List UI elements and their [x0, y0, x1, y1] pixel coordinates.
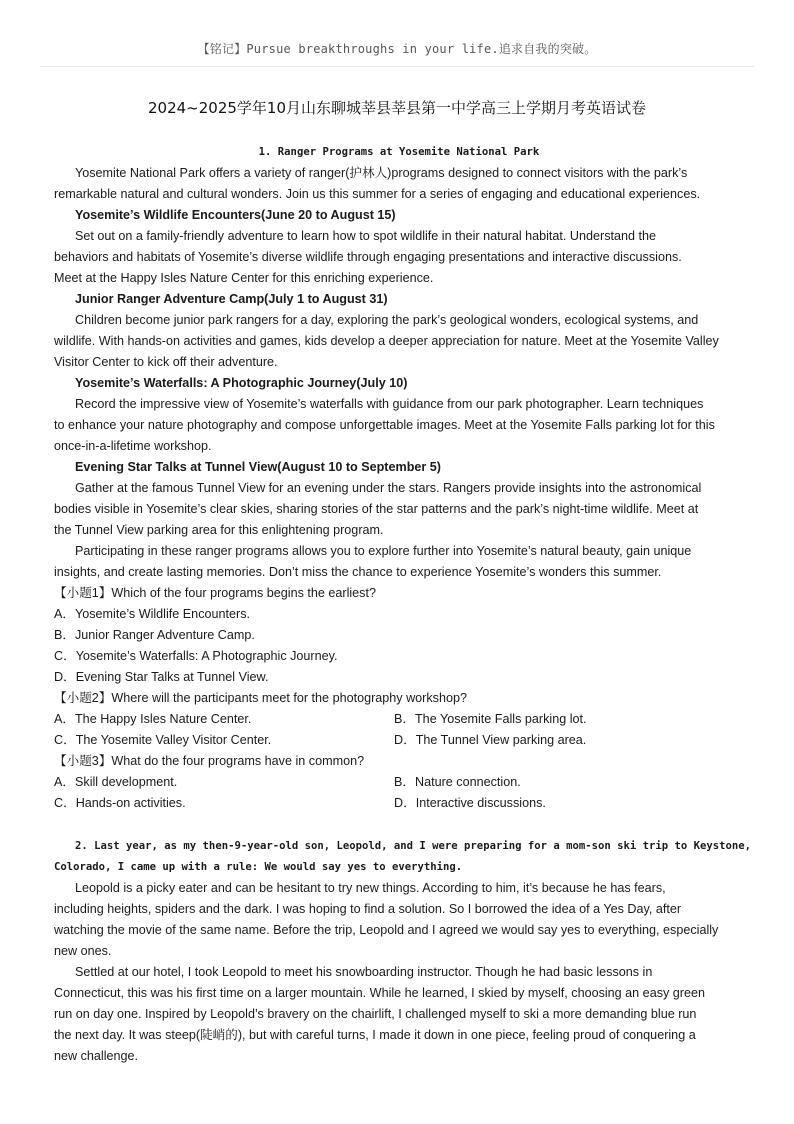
answer-option: A．The Happy Isles Nature Center.	[54, 712, 252, 726]
answer-option: A．Skill development.	[54, 775, 178, 789]
option-row	[54, 793, 744, 814]
question-stem: 【小题1】Which of the four programs begins the earliest?	[54, 586, 376, 600]
document-title: 2024~2025学年10月山东聊城莘县莘县第一中学高三上学期月考英语试卷	[147, 99, 646, 117]
program-title: Junior Ranger Adventure Camp(July 1 to August 31)	[75, 292, 388, 306]
program-line: Set out on a family-friendly adventure to learn how to spot wildlife in their natural habitat. Understand the	[75, 229, 657, 243]
program-line: bodies visible in Yosemite’s clear skies, sharing stories of the star patterns and the park’s night-time wildlife. Meet at	[54, 502, 699, 516]
answer-option: B．Junior Ranger Adventure Camp.	[54, 628, 255, 642]
intro-line: remarkable natural and cultural wonders. Join us this summer for a series of engaging and educational experiences.	[54, 187, 701, 201]
program-line: behaviors and habitats of Yosemite’s diverse wildlife through engaging presentations and interactive discussions.	[54, 250, 682, 264]
passage2-heading: Colorado, I came up with a rule: We would say yes to everything.	[54, 861, 463, 873]
question-stem: 【小题3】What do the four programs have in common?	[54, 754, 365, 768]
document-body	[54, 142, 752, 1067]
paragraph-line: watching the movie of the same name. Before the trip, Leopold and I agreed we would say yes to everything, especially	[54, 923, 719, 937]
program-line: Visitor Center to kick off their adventure.	[54, 355, 278, 369]
program-title: Evening Star Talks at Tunnel View(August 10 to September 5)	[75, 460, 441, 474]
program-line: wildlife. With hands-on activities and games, kids develop a deeper appreciation for nature. Meet at the Yosemite Valley	[54, 334, 719, 348]
paragraph-line: Leopold is a picky eater and can be hesitant to try new things. According to him, it’s because he has fears,	[75, 881, 666, 895]
question-stem: 【小题2】Where will the participants meet for the photography workshop?	[54, 691, 467, 705]
paragraph-line: Connecticut, this was his first time on a larger mountain. While he learned, I skied by myself, choosing an easy green	[54, 986, 705, 1000]
answer-option: B．Nature connection.	[394, 775, 521, 789]
program-line: Gather at the famous Tunnel View for an evening under the stars. Rangers provide insights into the astronomical	[75, 481, 702, 495]
answer-option: D．The Tunnel View parking area.	[394, 733, 587, 747]
answer-option: D．Interactive discussions.	[394, 796, 546, 810]
program-line: the Tunnel View parking area for this enlightening program.	[54, 523, 384, 537]
paragraph-line: including heights, spiders and the dark. I was hoping to find a solution. So I borrowed the idea of a Yes Day, after	[54, 902, 682, 916]
option-row	[54, 709, 744, 730]
option-row	[54, 730, 744, 751]
paragraph-line: the next day. It was steep(陡峭的), but with careful turns, I made it down in one piece, feeling proud of conquering a	[54, 1028, 696, 1042]
answer-option: A．Yosemite’s Wildlife Encounters.	[54, 607, 250, 621]
program-title: Yosemite’s Wildlife Encounters(June 20 to August 15)	[75, 208, 396, 222]
paragraph-line: new challenge.	[54, 1049, 139, 1063]
program-line: once-in-a-lifetime workshop.	[54, 439, 212, 453]
option-row	[54, 772, 744, 793]
paragraph-line: run on day one. Inspired by Leopold’s bravery on the chairlift, I challenged myself to ski a more demanding blue run	[54, 1007, 697, 1021]
program-line: Meet at the Happy Isles Nature Center for this enriching experience.	[54, 271, 434, 285]
closing-line: Participating in these ranger programs allows you to explore further into Yosemite’s natural beauty, gain unique	[75, 544, 692, 558]
program-title: Yosemite’s Waterfalls: A Photographic Journey(July 10)	[75, 376, 408, 390]
answer-option: C．The Yosemite Valley Visitor Center.	[54, 733, 272, 747]
spacer	[54, 814, 744, 836]
program-line: Record the impressive view of Yosemite’s waterfalls with guidance from our park photographer. Learn techniques	[75, 397, 704, 411]
answer-option: C．Hands-on activities.	[54, 796, 186, 810]
answer-option: D．Evening Star Talks at Tunnel View.	[54, 670, 269, 684]
answer-option: C．Yosemite’s Waterfalls: A Photographic Journey.	[54, 649, 338, 663]
passage1-heading: 1. Ranger Programs at Yosemite National Park	[258, 146, 540, 158]
intro-line: Yosemite National Park offers a variety of ranger(护林人)programs designed to connect visitors with the park’s	[75, 166, 688, 180]
answer-option: B．The Yosemite Falls parking lot.	[394, 712, 587, 726]
paragraph-line: new ones.	[54, 944, 112, 958]
program-line: Children become junior park rangers for a day, exploring the park’s geological wonders, ecological systems, and	[75, 313, 699, 327]
program-line: to enhance your nature photography and compose unforgettable images. Meet at the Yosemite Falls parking lot for this	[54, 418, 715, 432]
paragraph-line: Settled at our hotel, I took Leopold to meet his snowboarding instructor. Though he had basic lessons in	[75, 965, 653, 979]
header-watermark: 【铭记】Pursue breakthroughs in your life.追求自我的突破。	[197, 42, 597, 56]
passage2-heading: 2. Last year, as my then-9-year-old son, Leopold, and I were preparing for a mom-son ski trip to Keystone,	[75, 840, 752, 852]
closing-line: insights, and create lasting memories. Don’t miss the chance to experience Yosemite’s wonders this summer.	[54, 565, 662, 579]
